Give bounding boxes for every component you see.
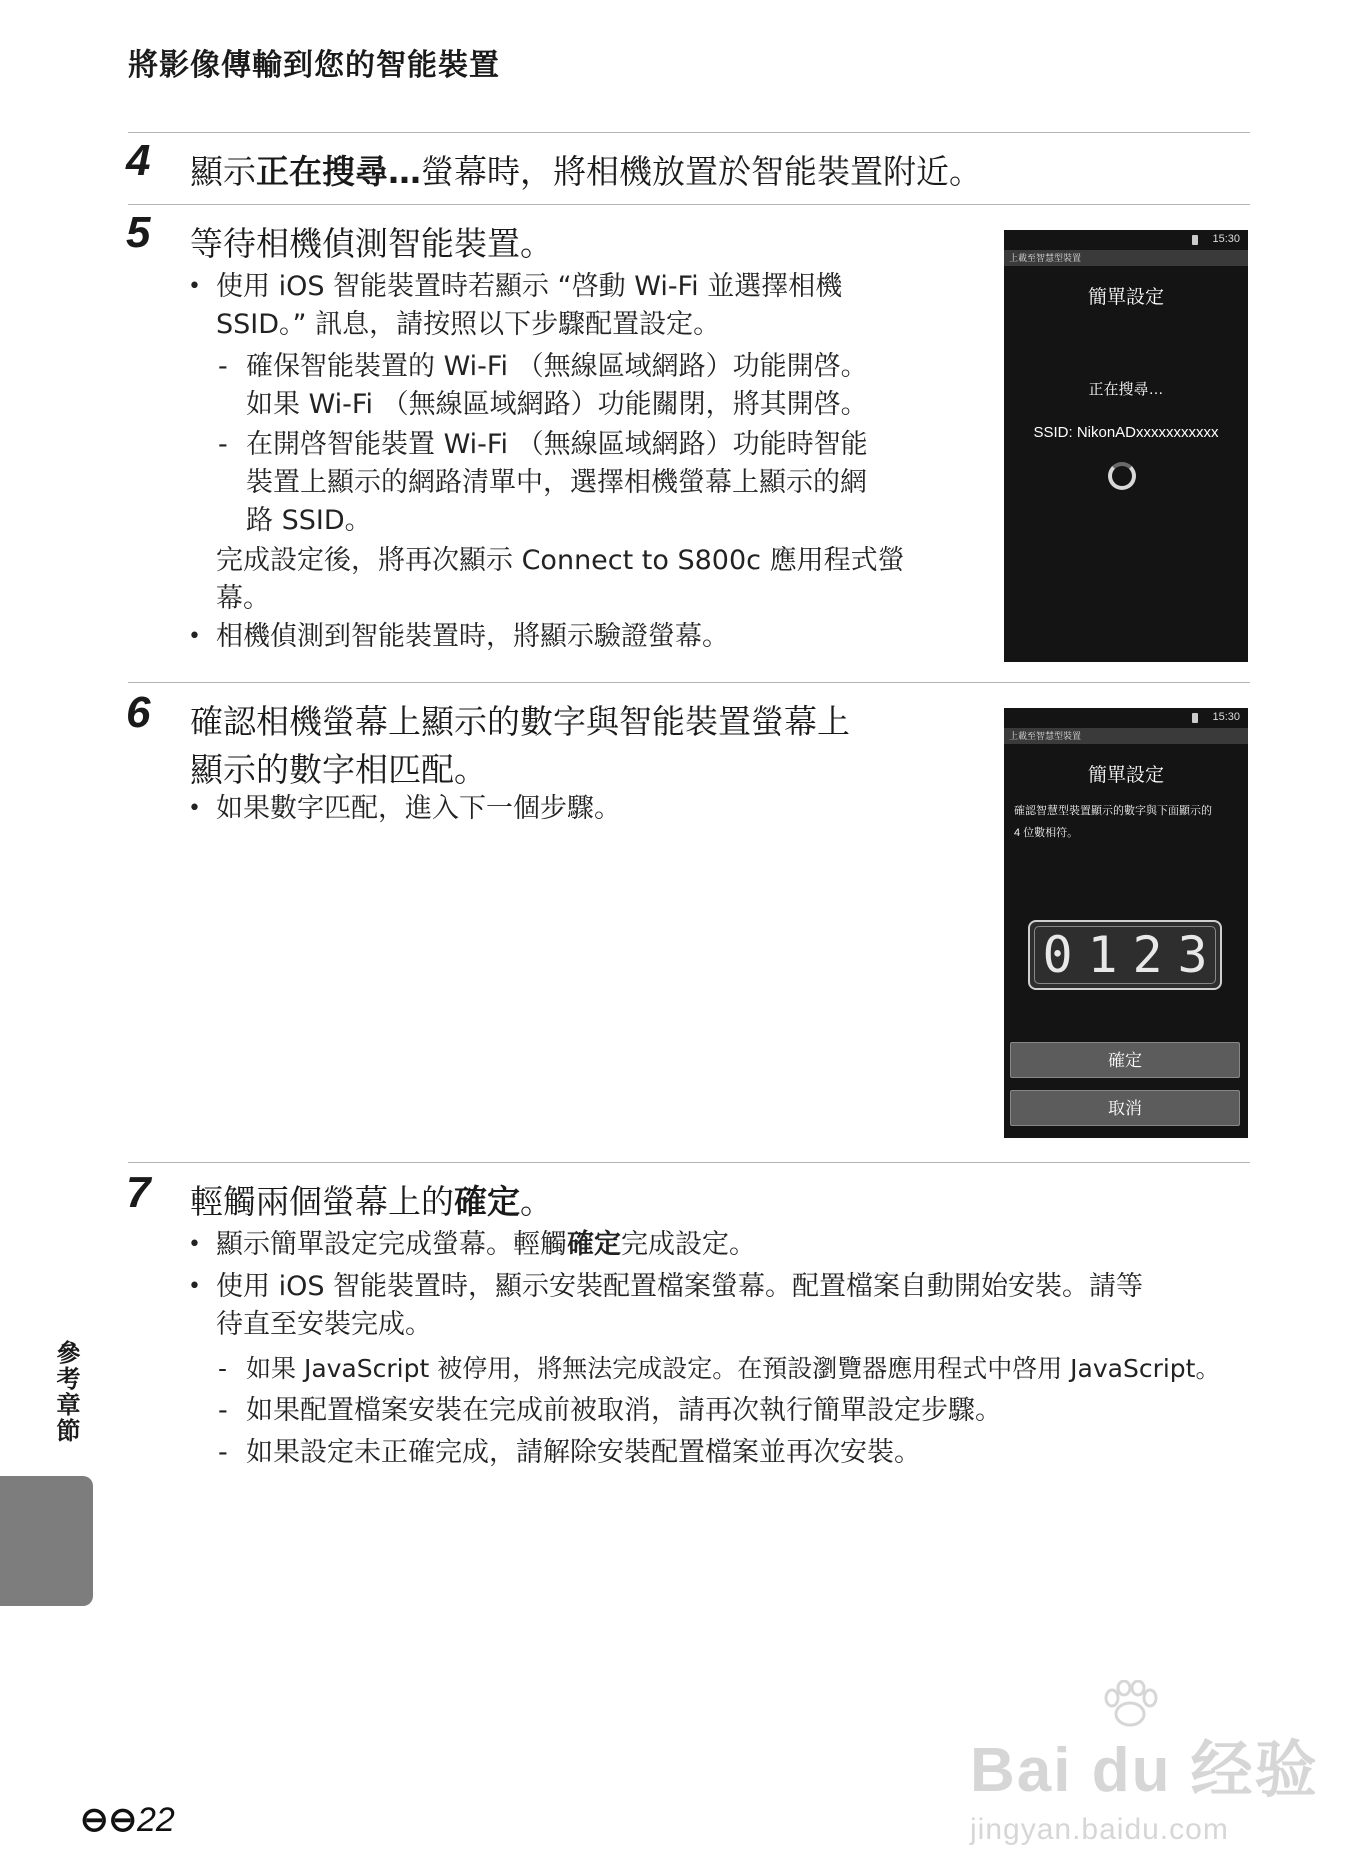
- status-bar: [1004, 708, 1248, 728]
- ssid-text: SSID: NikonADxxxxxxxxxxx: [1033, 424, 1219, 441]
- phone-title: 簡單設定: [1087, 287, 1164, 308]
- bullet-item: [188, 618, 948, 658]
- sub-item: [218, 426, 958, 540]
- sub-item: [218, 1434, 1248, 1474]
- bullet-text-bold: 確定: [567, 1229, 621, 1260]
- sub-item-text: 路 SSID。: [246, 505, 372, 536]
- step-title-bold: 正在搜尋…: [256, 152, 421, 191]
- confirm-message-text: 4 位數相符。: [1014, 827, 1079, 839]
- bullet-item: [188, 790, 948, 830]
- page-number-text: 22: [136, 1801, 175, 1839]
- sub-item: [218, 1350, 1258, 1390]
- bullet-text: SSID。” 訊息，請按照以下步驟配置設定。: [216, 309, 721, 340]
- watermark-url: jingyan.baidu.com: [970, 1813, 1229, 1846]
- step-number: 5: [126, 208, 151, 257]
- dash-icon: -: [218, 1437, 228, 1468]
- phone-screen-confirm: [1004, 708, 1248, 1138]
- bullet-text: 使用 iOS 智能裝置時，顯示安裝配置檔案螢幕。配置檔案自動開始安裝。請等: [216, 1271, 1144, 1302]
- ok-button[interactable]: 確定: [1010, 1042, 1240, 1078]
- bullet-text: 完成設定。: [621, 1229, 756, 1260]
- sub-item-text: 如果 JavaScript 被停用，將無法完成設定。在預設瀏覽器應用程式中啓用 JavaScript。: [246, 1354, 1221, 1383]
- section-tab-label: 參考章節: [52, 1340, 80, 1444]
- sub-item-text: 如果 Wi-Fi （無線區域網路）功能關閉，將其開啓。: [246, 389, 868, 420]
- step-number: 7: [126, 1168, 151, 1217]
- bullet-icon: •: [188, 274, 201, 299]
- status-time: 15:30: [1212, 233, 1240, 245]
- page-number: [80, 1800, 175, 1840]
- app-bar: 上載至智慧型裝置: [1004, 728, 1248, 744]
- sub-item-text: 如果配置檔案安裝在完成前被取消，請再次執行簡單設定步驟。: [246, 1395, 1002, 1426]
- divider: [128, 132, 1250, 133]
- watermark: [970, 1720, 1319, 1847]
- sub-item-text: 確保智能裝置的 Wi-Fi （無線區域網路）功能開啓。: [246, 351, 868, 382]
- app-bar: 上載至智慧型裝置: [1004, 250, 1248, 266]
- battery-icon: [1192, 235, 1198, 245]
- code-digit: 0: [1042, 926, 1073, 984]
- dash-icon: -: [218, 1354, 228, 1383]
- page-header: 將影像傳輸到您的智能裝置: [128, 48, 500, 83]
- bullet-icon: •: [188, 1274, 201, 1299]
- bullet-icon: •: [188, 624, 201, 649]
- dash-icon: -: [218, 429, 228, 460]
- bullet-text: 如果數字匹配，進入下一個步驟。: [216, 793, 621, 824]
- step-note: [216, 542, 976, 618]
- phone-title: 簡單設定: [1087, 765, 1164, 786]
- step-number: 6: [126, 688, 151, 737]
- sub-item-text: 裝置上顯示的網路清單中，選擇相機螢幕上顯示的網: [246, 467, 867, 498]
- verification-code: [1028, 920, 1222, 990]
- section-tab: [0, 1476, 93, 1606]
- code-digit: 1: [1087, 926, 1118, 984]
- confirm-message: [1014, 800, 1212, 844]
- step-title: [190, 148, 982, 196]
- step-title-text: 輕觸兩個螢幕上的: [190, 1182, 454, 1221]
- bullet-icon: •: [188, 1232, 201, 1257]
- step-note-text: 幕。: [216, 583, 270, 614]
- bullet-text: 相機偵測到智能裝置時，將顯示驗證螢幕。: [216, 621, 729, 652]
- step-title-text: 螢幕時，將相機放置於智能裝置附近。: [421, 152, 982, 191]
- step-title: 等待相機偵測智能裝置。: [190, 224, 553, 263]
- loading-spinner-icon: [1108, 462, 1136, 490]
- step-title: [190, 698, 970, 794]
- step-number: 4: [126, 136, 151, 185]
- code-digit: 3: [1177, 926, 1208, 984]
- phone-screen-searching: [1004, 230, 1248, 662]
- bullet-item: [188, 268, 948, 344]
- reference-icon: ⊖⊖: [80, 1801, 137, 1839]
- divider: [128, 1162, 1250, 1163]
- bullet-item: [188, 1226, 1248, 1266]
- step-title-text: 顯示: [190, 152, 256, 191]
- step-title: [190, 1178, 553, 1226]
- bullet-icon: •: [188, 796, 201, 821]
- cancel-button[interactable]: 取消: [1010, 1090, 1240, 1126]
- step-title-bold: 確定: [454, 1182, 520, 1221]
- bullet-text: 待直至安裝完成。: [216, 1309, 432, 1340]
- step-title-text: 確認相機螢幕上顯示的數字與智能裝置螢幕上: [190, 702, 850, 741]
- sub-item-text: 在開啓智能裝置 Wi-Fi （無線區域網路）功能時智能: [246, 429, 868, 460]
- divider: [128, 204, 1250, 205]
- bullet-text: 顯示簡單設定完成螢幕。輕觸: [216, 1229, 567, 1260]
- dash-icon: -: [218, 1395, 228, 1426]
- status-time: 15:30: [1212, 711, 1240, 723]
- bullet-text: 使用 iOS 智能裝置時若顯示 “啓動 Wi-Fi 並選擇相機: [216, 271, 843, 302]
- searching-text: 正在搜尋…: [1088, 381, 1164, 398]
- dash-icon: -: [218, 351, 228, 382]
- sub-item-text: 如果設定未正確完成，請解除安裝配置檔案並再次安裝。: [246, 1437, 921, 1468]
- status-bar: [1004, 230, 1248, 250]
- step-title-text: 顯示的數字相匹配。: [190, 750, 487, 789]
- sub-item: [218, 348, 958, 424]
- sub-item: [218, 1392, 1248, 1432]
- step-title-text: 。: [520, 1182, 553, 1221]
- step-note-text: 完成設定後，將再次顯示 Connect to S800c 應用程式螢: [216, 545, 905, 576]
- bullet-item: [188, 1268, 1248, 1346]
- watermark-logo: Bai du 经验: [970, 1736, 1319, 1805]
- code-digit: 2: [1132, 926, 1163, 984]
- divider: [128, 682, 1250, 683]
- battery-icon: [1192, 713, 1198, 723]
- confirm-message-text: 確認智慧型裝置顯示的數字與下面顯示的: [1014, 805, 1212, 817]
